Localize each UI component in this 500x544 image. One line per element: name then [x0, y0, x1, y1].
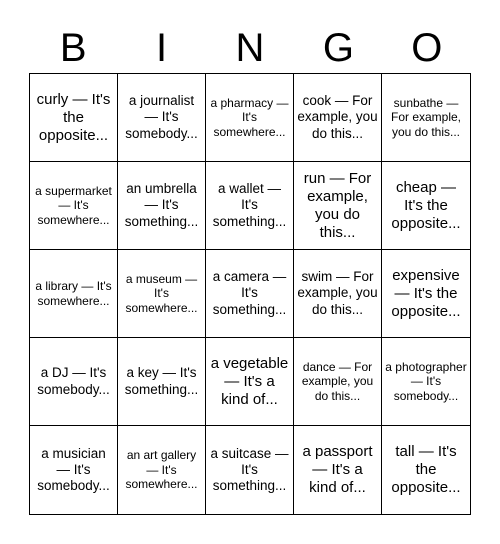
cell-text: a museum — It's somewhere...	[125, 271, 198, 315]
cell-text: cook — For example, you do this...	[297, 93, 378, 141]
cell-text: an umbrella — It's something...	[124, 181, 199, 229]
bingo-cell[interactable]	[382, 74, 470, 162]
bingo-cell[interactable]	[206, 250, 294, 338]
cell-text: a wallet — It's something...	[212, 181, 287, 229]
cell-text: swim — For example, you do this...	[297, 269, 378, 317]
bingo-cell[interactable]	[294, 426, 382, 514]
bingo-header	[29, 22, 471, 74]
cell-text: sunbathe — For example, you do this...	[390, 95, 462, 139]
header-letter-i: I	[156, 26, 168, 70]
cell-text: a supermarket — It's somewhere...	[35, 183, 112, 227]
bingo-cell[interactable]	[30, 74, 118, 162]
cell-text: a journalist — It's somebody...	[125, 93, 198, 141]
bingo-cell[interactable]	[382, 426, 470, 514]
cell-text: a suitcase — It's something...	[210, 445, 289, 494]
bingo-cell[interactable]	[294, 162, 382, 250]
bingo-cell[interactable]	[30, 426, 118, 514]
cell-text: curly — It's the opposite...	[36, 90, 111, 144]
cell-text: a vegetable — It's a kind of...	[210, 354, 289, 408]
cell-text: a passport — It's a kind of...	[302, 443, 373, 496]
cell-text: an art gallery — It's somewhere...	[125, 448, 198, 492]
bingo-cell[interactable]	[294, 338, 382, 426]
cell-text: expensive — It's the opposite...	[391, 266, 461, 320]
bingo-cell[interactable]	[30, 338, 118, 426]
cell-text: a photographer — It's somebody...	[385, 359, 467, 403]
bingo-cell[interactable]	[118, 74, 206, 162]
bingo-cell[interactable]	[30, 250, 118, 338]
cell-text: run — For example, you do this...	[303, 169, 372, 241]
cell-text: a library — It's somewhere...	[35, 279, 112, 308]
cell-text: cheap — It's the opposite...	[391, 178, 461, 232]
bingo-cell[interactable]	[118, 162, 206, 250]
bingo-cell[interactable]	[294, 74, 382, 162]
bingo-cell[interactable]	[206, 74, 294, 162]
bingo-cell[interactable]	[206, 338, 294, 426]
cell-text: a key — It's something...	[124, 365, 199, 397]
cell-text: tall — It's the opposite...	[391, 443, 461, 496]
header-letter-g: G	[322, 26, 354, 70]
bingo-cell[interactable]	[118, 338, 206, 426]
header-letter-b: B	[59, 26, 87, 70]
header-letter-o: O	[411, 26, 443, 70]
cell-text: a DJ — It's somebody...	[37, 365, 110, 397]
bingo-cell[interactable]	[206, 162, 294, 250]
bingo-cell[interactable]	[382, 250, 470, 338]
bingo-cell[interactable]	[118, 426, 206, 514]
bingo-board	[29, 73, 471, 515]
bingo-cell[interactable]	[382, 338, 470, 426]
cell-text: a musician — It's somebody...	[37, 445, 110, 494]
cell-text: dance — For example, you do this...	[301, 359, 374, 403]
bingo-cell[interactable]	[118, 250, 206, 338]
bingo-cell[interactable]	[382, 162, 470, 250]
cell-text: a pharmacy — It's somewhere...	[210, 95, 289, 139]
bingo-cell[interactable]	[206, 426, 294, 514]
cell-text: a camera — It's something...	[212, 269, 287, 317]
bingo-cell[interactable]	[294, 250, 382, 338]
header-letter-n: N	[235, 26, 265, 70]
bingo-cell[interactable]	[30, 162, 118, 250]
